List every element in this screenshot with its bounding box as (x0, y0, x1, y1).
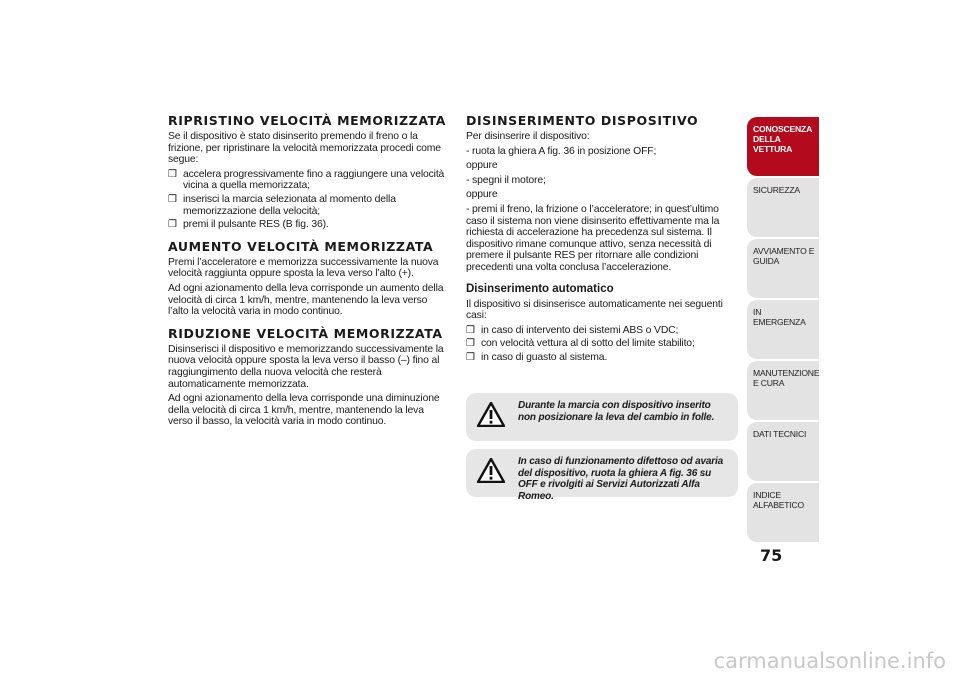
bullet-item: ❒ inserisci la marcia selezionata al momento della memorizzazione della velocità; (168, 193, 396, 217)
section-aumento (168, 240, 450, 318)
footer-watermark: carmanualsonline.info (713, 649, 946, 673)
paragraph: - spegni il motore; (466, 174, 546, 186)
bullet-mark: ❒ (168, 193, 177, 205)
paragraph: Se il dispositivo è stato disinserito premendo il freno o la frizione, per ripristinare la velocità memorizzata procedi come segue: (168, 131, 441, 166)
paragraph: Ad ogni azionamento della leva corrisponde un aumento della velocità di circa 1 km/h, mentre, mantenendo la leva verso l’alto la velocità varia in modo continuo. (168, 282, 444, 318)
tab-sicurezza[interactable]: SICUREZZA (747, 178, 819, 237)
page-number: 75 (760, 546, 783, 565)
paragraph: Ad ogni azionamento della leva corrisponde una diminuzione della velocità di circa 1 km/h, mentre, mantenendo la leva verso il basso, la velocità varia in modo continuo. (168, 393, 440, 428)
bullet-item: ❒ premi il pulsante RES (B fig. 36). (168, 219, 329, 231)
bullet-item: ❒ con velocità vettura al di sotto del limite stabilito; (466, 338, 695, 350)
paragraph: - ruota la ghiera A fig. 36 in posizione OFF; (466, 145, 657, 157)
warning-box (466, 393, 738, 441)
warning-triangle-icon (477, 458, 505, 488)
tab-manutenzione-e-cura[interactable]: MANUTENZIONE E CURA (747, 361, 819, 420)
tab-avviamento-e-guida[interactable]: AVVIAMENTO E GUIDA (747, 239, 819, 298)
right-column (466, 114, 742, 366)
paragraph: Disinserisci il dispositivo e memorizzando successivamente la nuova velocità oppure sposta la leva verso il basso (–) fino al raggiungimento della nuova velocità che resterà automaticamente memorizzata. (168, 343, 444, 390)
paragraph: Il dispositivo si disinserisce automaticamente nei seguenti casi: (466, 298, 723, 322)
subsection-title: Disinserimento automatico (466, 282, 614, 295)
section-title: DISINSERIMENTO DISPOSITIVO (466, 113, 699, 128)
bullet-item: ❒ in caso di guasto al sistema. (466, 351, 608, 363)
tab-in-emergenza[interactable]: IN EMERGENZA (747, 300, 819, 359)
section-title: AUMENTO VELOCITÀ MEMORIZZATA (168, 238, 434, 254)
chapter-tabs (747, 117, 819, 544)
warning-box (466, 449, 738, 502)
warning-text: In caso di funzionamento difettoso od avaria del dispositivo, ruota la ghiera A fig. 36 su OFF e rivolgiti ai Servizi Autorizzati Alfa Romeo. (518, 456, 724, 502)
left-column (168, 114, 450, 437)
bullet-mark: ❒ (168, 219, 177, 231)
tab-conoscenza-della-vettura[interactable]: CONOSCENZA DELLA VETTURA (747, 117, 819, 176)
section-riduzione (168, 327, 450, 428)
bullet-mark: ❒ (466, 351, 475, 363)
section-title: RIPRISTINO VELOCITÀ MEMORIZZATA (168, 113, 447, 128)
tab-dati-tecnici[interactable]: DATI TECNICI (747, 422, 819, 481)
bullet-mark: ❒ (168, 168, 177, 180)
bullet-mark: ❒ (466, 324, 475, 336)
bullet-mark: ❒ (466, 338, 475, 350)
section-ripristino (168, 114, 450, 231)
warning-text: Durante la marcia con dispositivo inserito non posizionare la leva del cambio in folle. (518, 400, 715, 423)
paragraph: Premi l’acceleratore e memorizza successivamente la nuova velocità raggiunta oppure sposta la leva verso l’alto (+). (168, 256, 439, 280)
paragraph: - premi il freno, la frizione o l’acceleratore; in quest’ultimo caso il sistema non viene disinserito effettivamente ma la richiesta di accelerazione ha precedenza sul sistema. Il dispositivo rimane comunque attivo, senza necessità di premere il pulsante RES per ritornare alle condizioni precedenti una volta conclusa l’accelerazione. (466, 203, 720, 273)
tab-indice-alfabetico[interactable]: INDICE ALFABETICO (747, 483, 819, 542)
paragraph: Per disinserire il dispositivo: (466, 131, 590, 142)
paragraph: oppure (466, 160, 498, 172)
bullet-item: ❒ in caso di intervento dei sistemi ABS o VDC; (466, 324, 679, 336)
warning-triangle-icon (477, 402, 505, 432)
paragraph: oppure (466, 189, 498, 201)
bullet-item: ❒ accelera progressivamente fino a raggiungere una velocità vicina a quella memorizzata; (168, 168, 445, 192)
section-title: RIDUZIONE VELOCITÀ MEMORIZZATA (168, 325, 443, 341)
